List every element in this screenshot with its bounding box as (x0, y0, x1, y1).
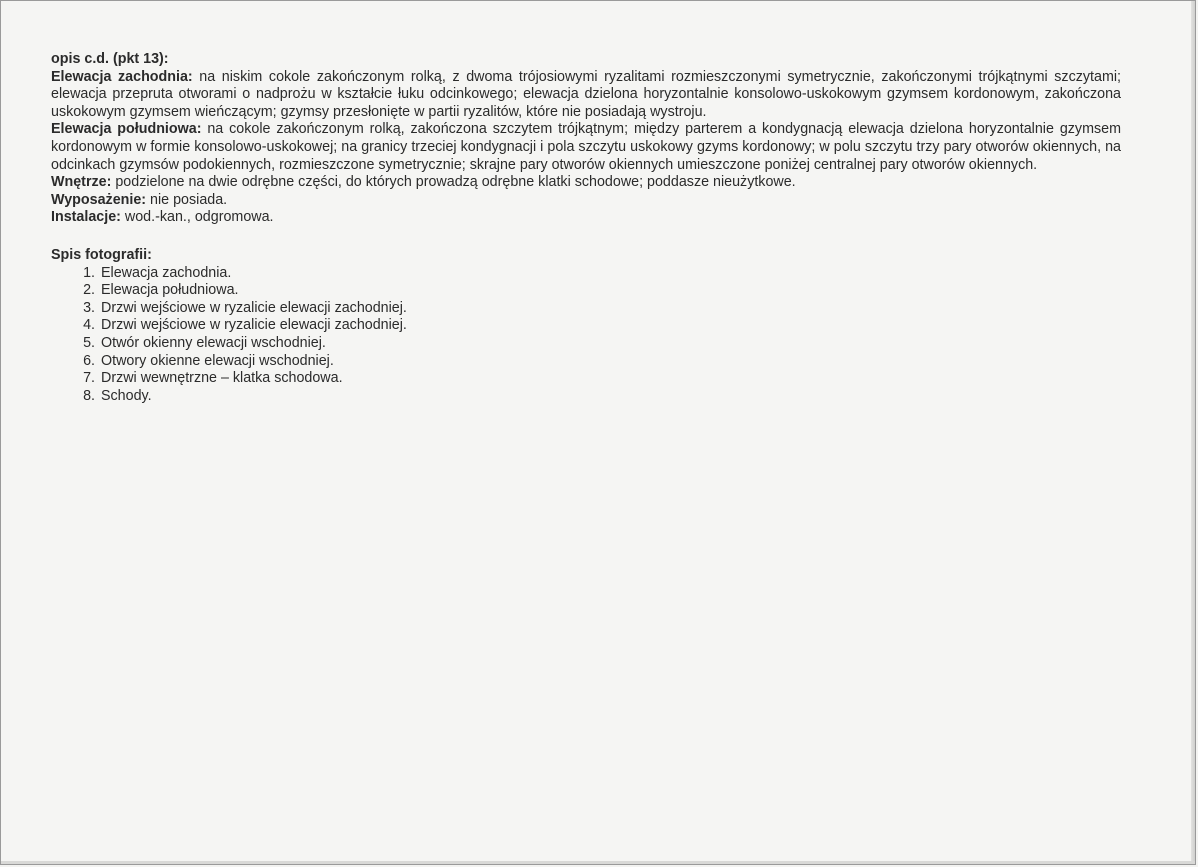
photo-list-item: 4. Drzwi wejściowe w ryzalicie elewacji zachodniej. (99, 317, 1121, 335)
photo-list-item: 5. Otwór okienny elewacji wschodniej. (99, 335, 1121, 353)
photo-list-item: 7. Drzwi wewnętrzne – klatka schodowa. (99, 370, 1121, 388)
section-installations (51, 209, 1121, 227)
section-west-elevation (51, 69, 1121, 122)
section-text: podzielone na dwie odrębne części, do których prowadzą odrębne klatki schodowe; poddasze nieużytkowe. (111, 174, 796, 191)
photo-list-item: 8. Schody. (99, 388, 1121, 406)
photo-list (51, 265, 1121, 406)
section-south-elevation (51, 121, 1121, 174)
page-edge-bottom (1, 861, 1195, 864)
photo-list-item: 1. Elewacja zachodnia. (99, 265, 1121, 283)
section-label: Elewacja południowa: (51, 121, 202, 138)
photo-list-item: 2. Elewacja południowa. (99, 282, 1121, 300)
photo-list-item: 3. Drzwi wejściowe w ryzalicie elewacji zachodniej. (99, 300, 1121, 318)
section-text: na niskim cokole zakończonym rolką, z dwoma trójosiowymi ryzalitami rozmieszczonymi symetrycznie, zakończonymi trójkątnymi szczytami; elewacja przepruta otworami o nadprożu w kształcie łuku odcinkowego; elewacja dzielona horyzontalnie konsolowo-uskokowym gzymsem kordonowym, zakończona uskokowym gzymsem wieńczącym; gzymsy przesłonięte w partii ryzalitów, które nie posiadają wystroju. (51, 68, 1121, 120)
section-text: wod.-kan., odgromowa. (120, 209, 274, 226)
description-heading: opis c.d. (pkt 13): (51, 51, 169, 67)
section-label: Wyposażenie: (51, 191, 147, 208)
document-body (51, 51, 1121, 405)
photo-list-title: Spis fotografii: (51, 246, 152, 263)
page-edge-right (1191, 1, 1195, 864)
section-equipment (51, 192, 1121, 210)
section-label: Wnętrze: (51, 174, 112, 191)
section-interior (51, 174, 1121, 192)
section-label: Elewacja zachodnia: (51, 68, 193, 85)
section-label: Instalacje: (51, 209, 121, 226)
section-text: na cokole zakończonym rolką, zakończona szczytem trójkątnym; między parterem a kondygnacją elewacja dzielona horyzontalnie gzymsem kordonowym w formie konsolowo-uskokowej; na granicy trzeciej kondygnacji i pola szczytu uskokowy gzyms kordonowy; w polu szczytu trzy pary otworów okiennych, na odcinkach gzymsów podokiennych, rozmieszczone symetrycznie; skrajne pary otworów okiennych umieszczone poniżej centralnej pary otworów okiennych. (51, 121, 1121, 173)
section-text: nie posiada. (146, 191, 228, 208)
section-spacer (51, 227, 1121, 247)
photo-list-item: 6. Otwory okienne elewacji wschodniej. (99, 353, 1121, 371)
